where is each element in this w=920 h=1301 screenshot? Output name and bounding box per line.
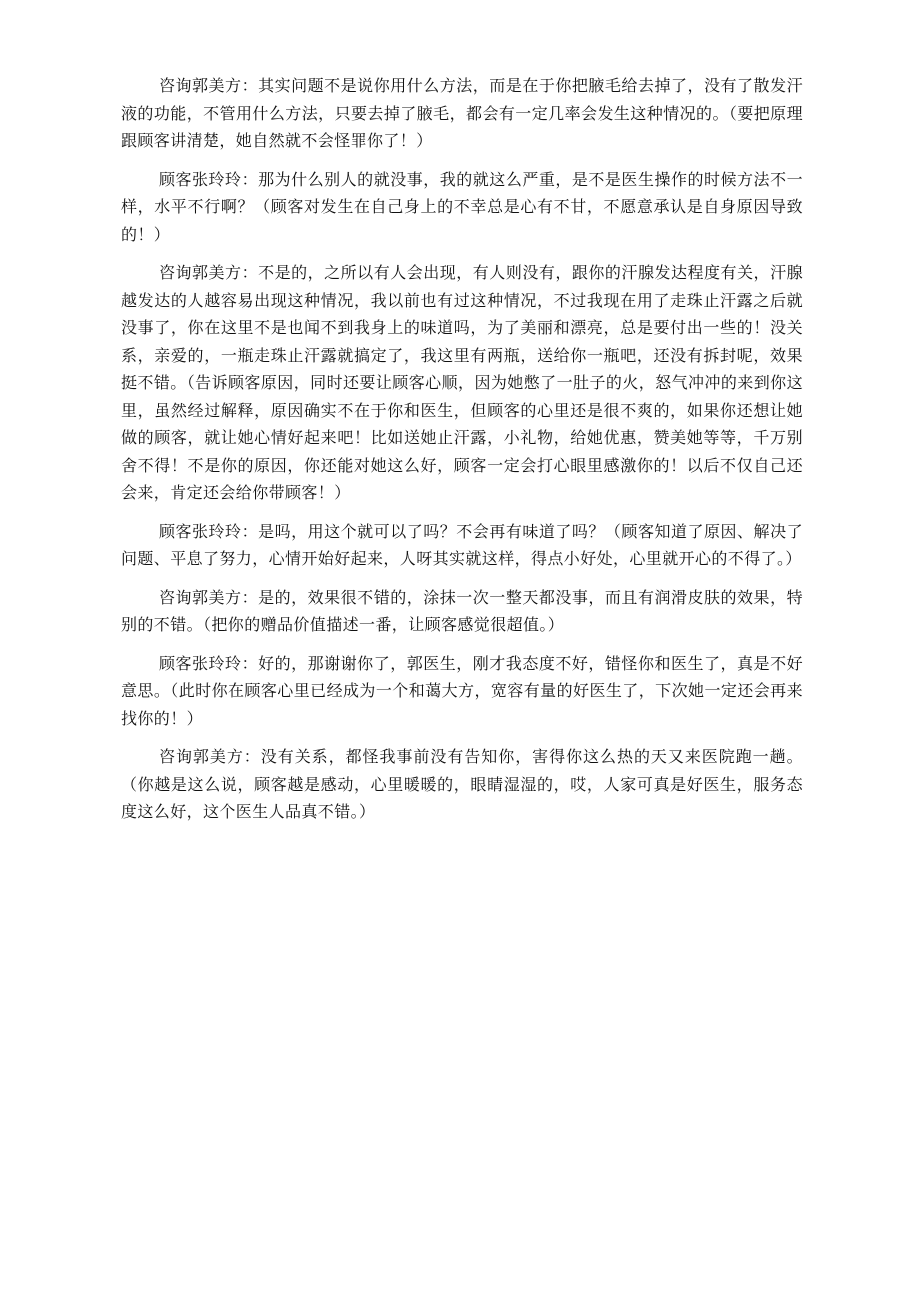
paragraph-3: 咨询郭美方：不是的，之所以有人会出现，有人则没有，跟你的汗腺发达程度有关，汗腺越发达的人越容易出现这种情况，我以前也有过这种情况，不过我现在用了走珠止汗露之后就没事了，你在这里不是也闻不到我身上的味道吗，为了美丽和漂亮，总是要付出一些的！没关系，亲爱的，一瓶走珠止汗露就搞定了，我这里有两瓶，送给你一瓶吧，还没有拆封呢，效果挺不错。（告诉顾客原因，同时还要让顾客心顺，因为她憋了一肚子的火，怒气冲冲的来到你这里，虽然经过解释，原因确实不在于你和医生，但顾客的心里还是很不爽的，如果你还想让她做的顾客，就让她心情好起来吧！比如送她止汗露，小礼物，给她优惠，赞美她等等，千万别舍不得！不是你的原因，你还能对她这么好，顾客一定会打心眼里感激你的！以后不仅自己还会来，肯定还会给你带顾客！）: [121, 263, 803, 502]
paragraph-5: 咨询郭美方：是的，效果很不错的，涂抹一次一整天都没事，而且有润滑皮肤的效果，特别的不错。（把你的赠品价值描述一番，让顾客感觉很超值。）: [121, 587, 803, 634]
paragraph-1: 咨询郭美方：其实问题不是说你用什么方法，而是在于你把腋毛给去掉了，没有了散发汗液的功能，不管用什么方法，只要去掉了腋毛，都会有一定几率会发生这种情况的。（要把原理跟顾客讲清楚，她自然就不会怪罪你了！）: [121, 76, 803, 150]
paragraph-7: 咨询郭美方：没有关系，都怪我事前没有告知你，害得你这么热的天又来医院跑一趟。（你越是这么说，顾客越是感动，心里暖暖的，眼睛湿湿的，哎，人家可真是好医生，服务态度这么好，这个医生人品真不错。）: [121, 747, 803, 821]
paragraph-2: 顾客张玲玲：那为什么别人的就没事，我的就这么严重，是不是医生操作的时候方法不一样，水平不行啊？（顾客对发生在自己身上的不幸总是心有不甘，不愿意承认是自身原因导致的！）: [121, 169, 803, 244]
paragraph-6: 顾客张玲玲：好的，那谢谢你了，郭医生，刚才我态度不好，错怪你和医生了，真是不好意思。（此时你在顾客心里已经成为一个和蔼大方，宽容有量的好医生了，下次她一定还会再来找你的！）: [121, 653, 803, 728]
paragraph-4: 顾客张玲玲：是吗，用这个就可以了吗？不会再有味道了吗？（顾客知道了原因、解决了问题、平息了努力，心情开始好起来，人呀其实就这样，得点小好处，心里就开心的不得了。）: [121, 521, 803, 568]
document-body: [121, 72, 803, 826]
